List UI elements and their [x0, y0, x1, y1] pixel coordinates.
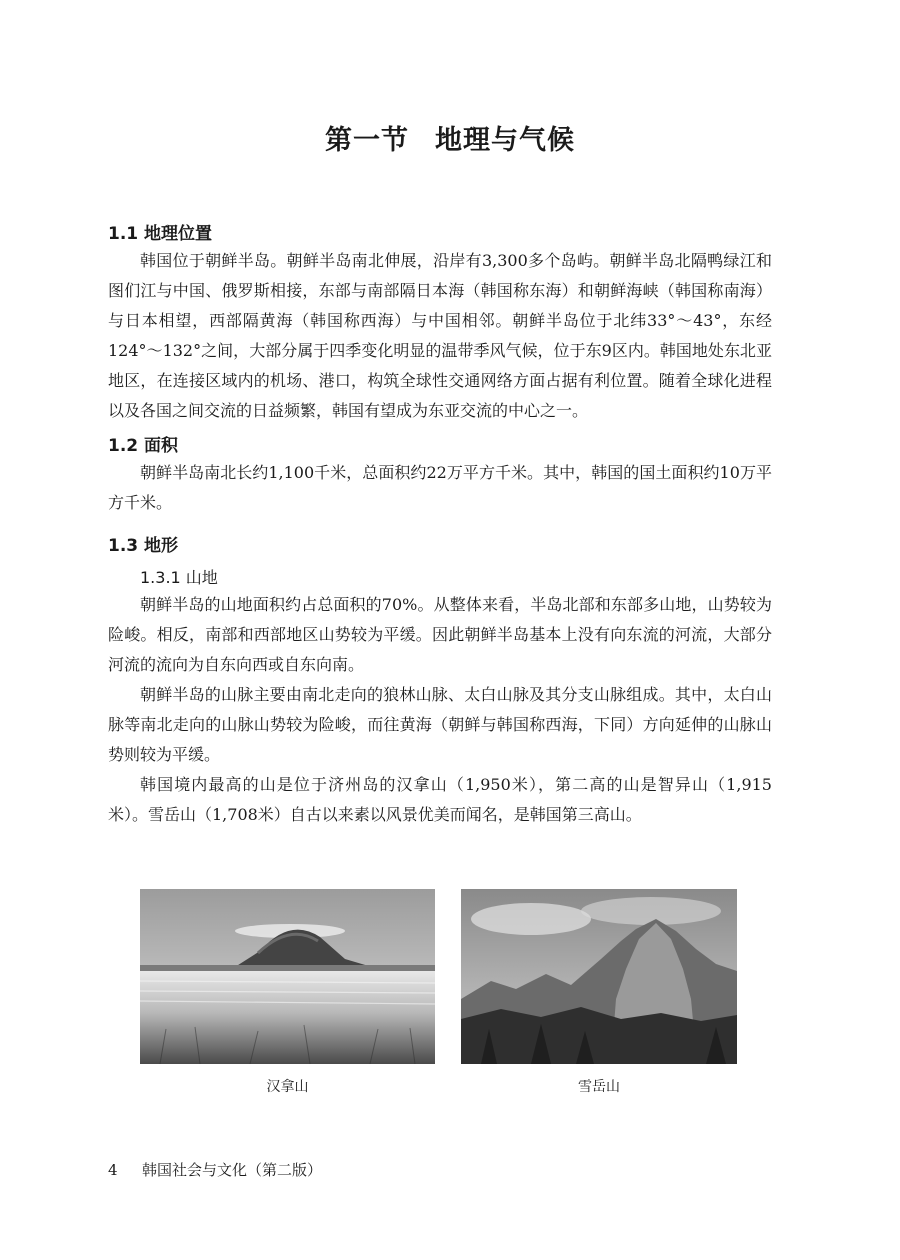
paragraph-mountains-1: 朝鲜半岛的山地面积约占总面积的70%。从整体来看，半岛北部和东部多山地，山势较为险峻。相反，南部和西部地区山势较为平缓。因此朝鲜半岛基本上没有向东流的河流，大部分河流的流向为自东向西或自东向南。 [108, 595, 772, 674]
paragraph-mountains-2: 朝鲜半岛的山脉主要由南北走向的狼林山脉、太白山脉及其分支山脉组成。其中，太白山脉等南北走向的山脉山势较为险峻，而往黄海（朝鲜与韩国称西海，下同）方向延伸的山脉山势则较为平缓。 [108, 685, 772, 764]
paragraph-location: 韩国位于朝鲜半岛。朝鲜半岛南北伸展，沿岸有3,300多个岛屿。朝鲜半岛北隔鸭绿江和图们江与中国、俄罗斯相接，东部与南部隔日本海（韩国称东海）和朝鲜海峡（韩国称南海）与日本相望，西部隔黄海（韩国称西海）与中国相邻。朝鲜半岛位于北纬33°～43°，东经124°～132°之间，大部分属于四季变化明显的温带季风气候，位于东9区内。韩国地处东北亚地区，在连接区域内的机场、港口，构筑全球性交通网络方面占据有利位置。随着全球化进程以及各国之间交流的日益频繁，韩国有望成为东亚交流的中心之一。 [108, 251, 772, 420]
section-heading-area: 1.2 面积 [108, 436, 179, 456]
subsection-heading-mountains: 1.3.1 山地 [140, 568, 218, 587]
page-number: 4 [108, 1161, 118, 1179]
main-content [108, 222, 772, 830]
paragraph-mountains-3: 韩国境内最高的山是位于济州岛的汉拿山（1,950米），第二高的山是智异山（1,915米）。雪岳山（1,708米）自古以来素以风景优美而闻名，是韩国第三高山。 [108, 775, 772, 824]
paragraph-area: 朝鲜半岛南北长约1,100千米，总面积约22万平方千米。其中，韩国的国土面积约10万平方千米。 [108, 463, 772, 512]
section-heading-location: 1.1 地理位置 [108, 224, 213, 244]
figure-seoraksan [461, 889, 737, 1096]
hallasan-photo [140, 889, 435, 1064]
figure-hallasan [140, 889, 435, 1096]
figure-caption-seoraksan: 雪岳山 [578, 1079, 620, 1095]
page-footer [108, 1159, 322, 1180]
seoraksan-photo [461, 889, 737, 1064]
chapter-number: 第一节 [325, 125, 409, 156]
figure-caption-hallasan: 汉拿山 [266, 1079, 309, 1095]
chapter-name: 地理与气候 [435, 125, 575, 156]
chapter-title [0, 118, 900, 157]
book-title: 韩国社会与文化（第二版） [142, 1161, 323, 1179]
section-heading-terrain: 1.3 地形 [108, 536, 179, 556]
